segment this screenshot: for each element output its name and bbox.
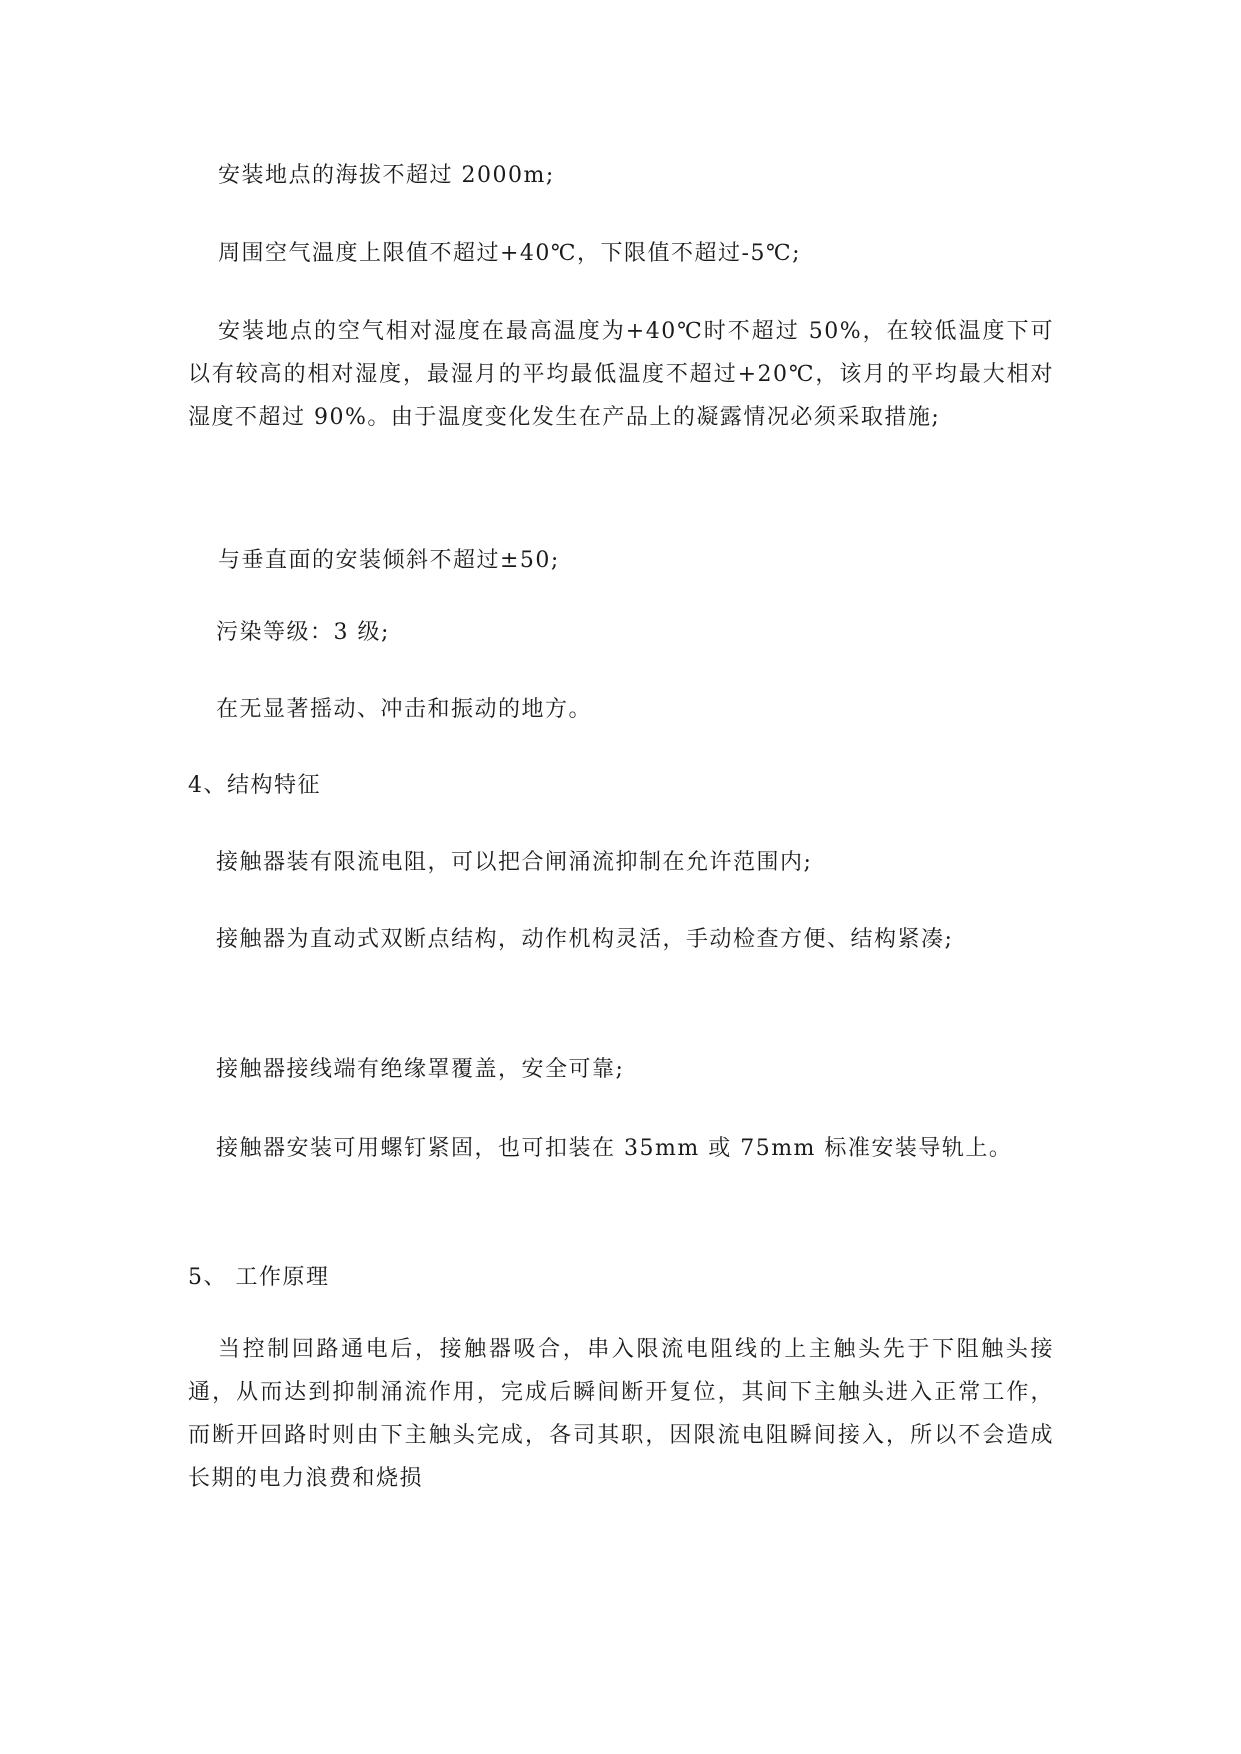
working-principle-paragraph: 当控制回路通电后，接触器吸合，串入限流电阻线的上主触头先于下阻触头接通，从而达到抑制涌流作用，完成后瞬间断开复位，其间下主触头进入正常工作，而断开回路时则由下主触头完成，各司其职，因限流电阻瞬间接入，所以不会造成长期的电力浪费和烧损 (188, 1337, 1054, 1491)
section4-heading: 4、结构特征 (188, 773, 321, 798)
structure-item-3: 接触器接线端有绝缘罩覆盖，安全可靠; (216, 1057, 625, 1082)
section5-heading: 5、 工作原理 (188, 1265, 330, 1290)
humidity-paragraph: 安装地点的空气相对湿度在最高温度为+40℃时不超过 50%，在较低温度下可以有较高的相对湿度，最湿月的平均最低温度不超过+20℃，该月的平均最大相对湿度不超过 90%。由于温度变化发生在产品上的凝露情况必须采取措施; (188, 319, 1054, 430)
pollution-line: 污染等级：3 级; (216, 620, 390, 645)
temperature-line: 周围空气温度上限值不超过+40℃，下限值不超过-5℃; (218, 241, 801, 266)
tilt-line: 与垂直面的安装倾斜不超过±50; (218, 548, 560, 573)
structure-item-4: 接触器安装可用螺钉紧固，也可扣装在 35mm 或 75mm 标准安装导轨上。 (216, 1136, 1013, 1161)
vibration-line: 在无显著摇动、冲击和振动的地方。 (216, 697, 593, 722)
structure-item-2: 接触器为直动式双断点结构，动作机构灵活，手动检查方便、结构紧凑; (216, 927, 954, 952)
structure-item-1: 接触器装有限流电阻，可以把合闸涌流抑制在允许范围内; (216, 850, 813, 875)
altitude-line: 安装地点的海拔不超过 2000m; (218, 163, 555, 188)
